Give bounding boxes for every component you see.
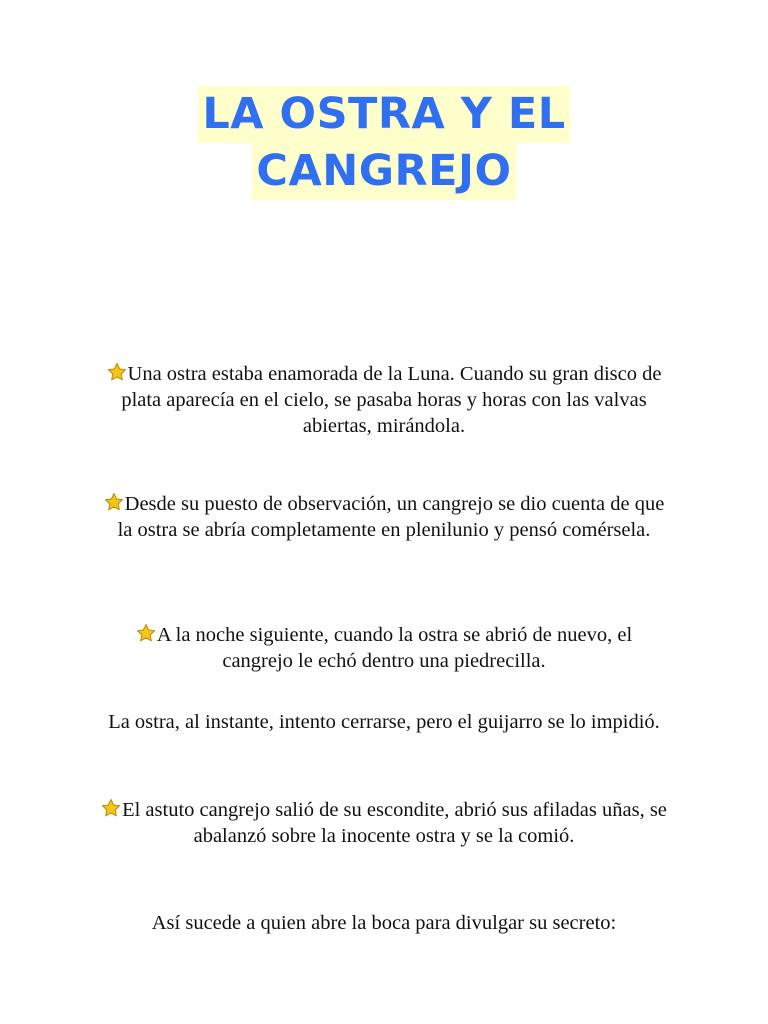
page-title — [0, 86, 768, 200]
star-icon — [136, 623, 156, 643]
paragraph-4 — [100, 709, 668, 735]
star-icon — [104, 492, 124, 512]
star-icon — [101, 798, 121, 818]
paragraph-2 — [100, 491, 668, 543]
paragraph-3 — [100, 622, 668, 674]
paragraph-1-text: Una ostra estaba enamorada de la Luna. Cuando su gran disco de plata aparecía en el cielo, se pasaba horas y horas con las valvas abiertas, mirándola. — [121, 363, 662, 437]
paragraph-5-text: El astuto cangrejo salió de su escondite, abrió sus afiladas uñas, se abalanzó sobre la inocente ostra y se la comió. — [122, 799, 667, 847]
paragraph-6 — [100, 910, 668, 936]
paragraph-2-text: Desde su puesto de observación, un cangrejo se dio cuenta de que la ostra se abría completamente en plenilunio y pensó comérsela. — [117, 493, 665, 541]
paragraph-3-text: A la noche siguiente, cuando la ostra se abrió de nuevo, el cangrejo le echó dentro una piedrecilla. — [156, 624, 633, 672]
paragraph-4-text: La ostra, al instante, intento cerrarse, pero el guijarro se lo impidió. — [108, 711, 660, 733]
title-line-1: LA OSTRA Y EL — [198, 86, 569, 143]
star-icon — [107, 362, 127, 382]
paragraph-1 — [100, 361, 668, 439]
title-line-2: CANGREJO — [252, 143, 515, 200]
paragraph-5 — [100, 797, 668, 849]
paragraph-6-text: Así sucede a quien abre la boca para divulgar su secreto: — [151, 912, 617, 934]
